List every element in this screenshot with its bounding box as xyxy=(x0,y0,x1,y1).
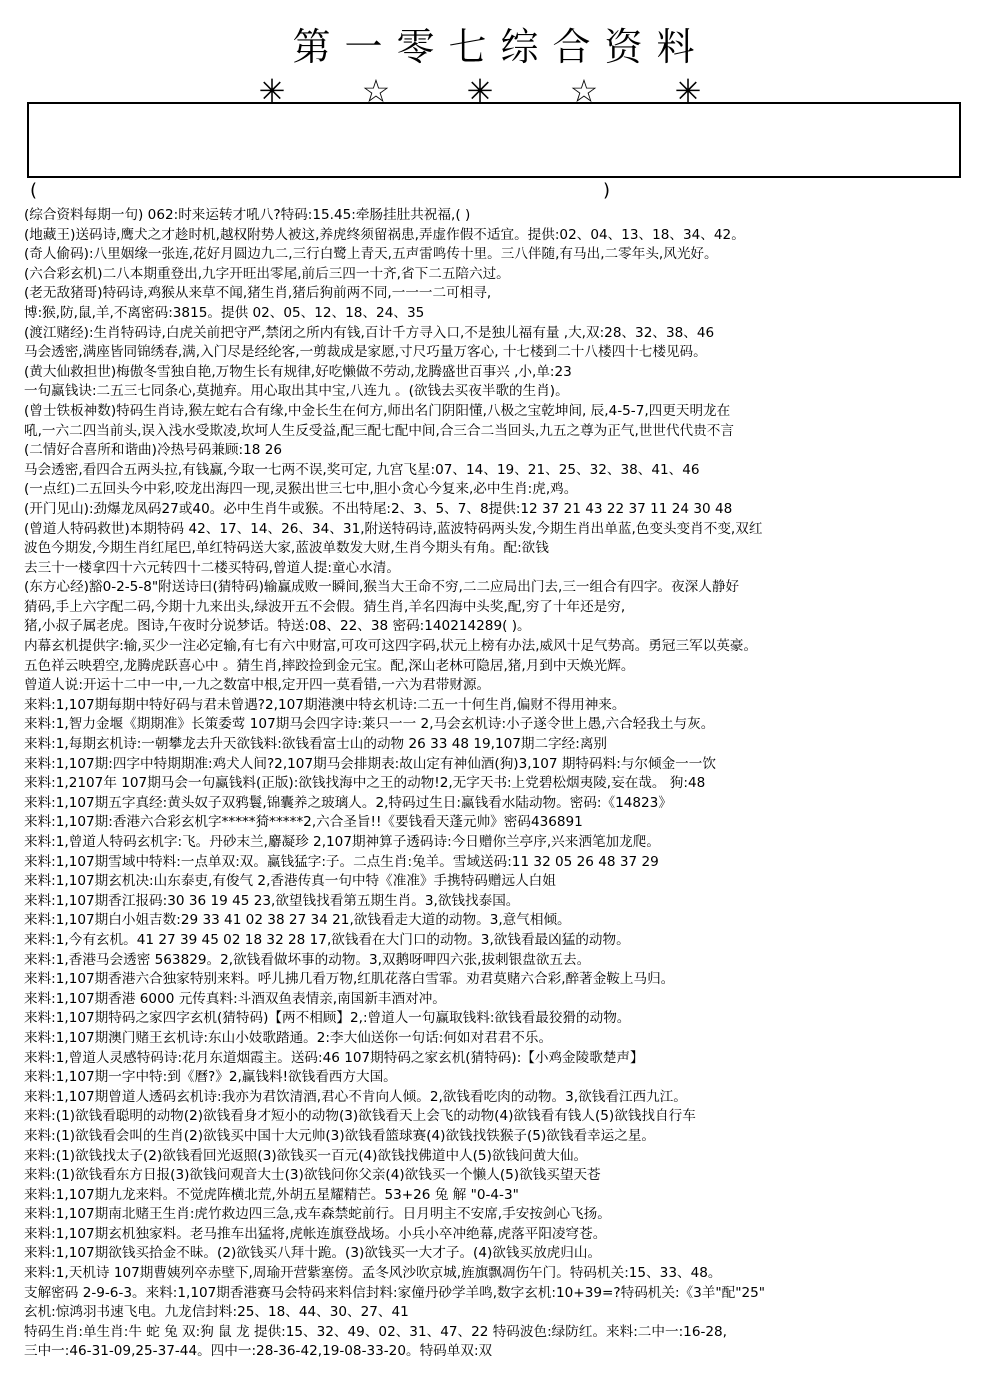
text-line: 支解密码 2-9-6-3。来料:1,107期香港赛马会特码来料信封料:家僮丹砂学羊鸣,数字玄机:10+39=?特码机关:《3羊"配"25" xyxy=(24,1284,766,1301)
text-lines xyxy=(24,206,989,1362)
outline-star-icon: ☆ xyxy=(361,72,391,110)
text-line: 来料:1,曾道人灵感特码诗:花月东道烟霞主。送码:46 107期特码之家玄机(猜特码):【小鸡金陵歌楚声】 xyxy=(24,1049,644,1066)
text-line: 三中一:46-31-09,25-37-44。四中一:28-36-42,19-08-33-20。特码单双:双 xyxy=(24,1343,493,1360)
text-line: 来料:(1)欲钱看聪明的动物(2)欲钱看身才短小的动物(3)欲钱看天上会飞的动物(4)欲钱看有钱人(5)欲钱找自行车 xyxy=(24,1108,696,1125)
text-line: 一句赢钱诀:二五三七同条心,莫抛弃。用心取出其中宝,八连九 。(欲钱去买夜半歌的生肖)。 xyxy=(24,383,569,400)
text-line: (黄大仙救担世)梅傲冬雪独自艳,万物生长有规律,好吃懒做不劳动,龙腾盛世百事兴 ,小,单:23 xyxy=(24,363,572,380)
paren-open: ( xyxy=(30,180,38,201)
text-line: 来料:1,107期玄机独家料。老马推车出猛将,虎帐连旗登战场。小兵小卒冲绝幕,虎落平阳凌穹苍。 xyxy=(24,1225,607,1242)
page-title: 第一零七综合资料 xyxy=(292,25,709,69)
text-line: (老无敌猪哥)特码诗,鸡猴从来草不闻,猪生肖,猪后狗前两不同,一一一二可相寻, xyxy=(24,285,492,302)
text-line: 来料:1,107期:香港六合彩玄机字*****猗*****2,六合圣旨!!《要钱看天蓬元帅》密码436891 xyxy=(24,814,583,831)
text-line: (地藏王)送码诗,鹰犬之才趁时机,越权附势人被这,养虎终须留祸患,弄虚作假不适宜。提供:02、04、13、18、34、42。 xyxy=(24,226,745,243)
empty-parentheses xyxy=(30,180,610,201)
text-line: 来料:1,香港马会透密 563829。2,欲钱看做坏事的动物。3,双鹅呀呷四六张,拔刺银盘欲五去。 xyxy=(24,951,591,968)
text-line: 来料:1,107期香港六合独家特别来料。呼儿拂几看万物,红肌花落白雪霏。劝君莫赌六合彩,醉著金鞍上马归。 xyxy=(24,971,675,988)
text-line: 猜码,手上六字配二码,今期十九来出头,绿波开五不会假。猜生肖,羊名四海中头奖,配,穷了十年还是穷, xyxy=(24,598,626,615)
text-line: 来料:1,107期欲钱买拾金不昧。(2)欲钱买八拜十跪。(3)欲钱买一大才子。(4)欲钱买放虎归山。 xyxy=(24,1245,602,1262)
paren-close: ) xyxy=(602,180,610,201)
text-line: 来料:(1)欲钱看东方日报(3)欲钱问观音大士(3)欲钱问你父亲(4)欲钱买一个懒人(5)欲钱买望天苍 xyxy=(24,1167,601,1184)
text-line: 来料:1,107期一字中特:到《曆?》2,赢钱料!欲钱看西方大国。 xyxy=(24,1069,397,1086)
text-line: 来料:1,107期澳门赌王玄机诗:东山小妓歌踏通。2:李大仙送你一句话:何如对君君不乐。 xyxy=(24,1029,553,1046)
text-line: (东方心经)豁0-2-5-8"附送诗曰(猜特码)输赢成败一瞬间,猴当大王命不穷,二二应局出门去,三一组合有四字。夜深人静好 xyxy=(24,579,740,596)
text-line: 波色今期发,今期生肖红尾巴,单红特码送大家,蓝波单数发大财,生肖今期头有角。配:欲钱 xyxy=(24,540,549,557)
text-line: 来料:1,107期每期中特好码与君未曾遇?2,107期港澳中特玄机诗:二五一十何生肖,偏财不得用神来。 xyxy=(24,696,626,713)
text-line: 来料:1,107期曾道人透码玄机诗:我亦为君饮清酒,君心不肯向人倾。2,欲钱看吃肉的动物。3,欲钱看江西九江。 xyxy=(24,1088,687,1105)
text-line: 来料:1,107期:四字中特期期准:鸡犬人间?2,107期马会排期表:故山定有神仙酒(狗)3,107 期特码料:与尔倾金一一饮 xyxy=(24,755,716,772)
asterisk-star-icon: ✳ xyxy=(466,72,494,110)
text-line: 马会透密,满座皆同锦绣春,满,入门尽是经纶客,一剪裁成是家愿,寸尺巧量万客心, 十七楼到二十八楼四十七楼见码。 xyxy=(24,344,707,361)
text-line: 来料:1,107期五字真经:黄头奴子双鸦鬟,锦囊养之玻璃人。2,特码过生日:赢钱看水陆动物。密码:《14823》 xyxy=(24,794,672,811)
text-line: 来料:1,107期香江报码:30 36 19 45 23,欲望钱找看第五期生肖。3,欲钱找泰国。 xyxy=(24,892,520,909)
text-line: 来料:1,曾道人特码玄机字:飞。丹砂末兰,麝凝珍 2,107期神算子透码诗:今日赠你兰亭序,兴来洒笔加龙爬。 xyxy=(24,834,660,850)
text-line: 内幕玄机提供字:输,买少一注必定输,有七有六中财富,可攻可这四字码,状元上榜有办法,威风十足气势高。勇冠三军以英豪。 xyxy=(24,638,758,655)
text-line: 特码生肖:单生肖:牛 蛇 兔 双:狗 鼠 龙 提供:15、32、49、02、31、47、22 特码波色:绿防红。来料:二中一:16-28, xyxy=(24,1323,727,1340)
text-line: 玄机:惊鸿羽书速飞电。九龙信封料:25、18、44、30、27、41 xyxy=(24,1304,409,1321)
text-line: 来料:1,107期九龙来料。不觉虎阵横北荒,外胡五星耀精芒。53+26 兔 解 "0-4-3" xyxy=(24,1186,519,1203)
text-line: (曾士铁板神数)特码生肖诗,猴左蛇右合有缘,中金长生在何方,师出名门阴阳懂,八极之宝乾坤间, 辰,4-5-7,四更天明龙在 xyxy=(24,402,731,419)
text-line: 马会透密,看四合五两头拉,有钱赢,今取一七两不误,奖可定, 九宫飞星:07、14、19、21、25、32、38、41、46 xyxy=(24,461,700,478)
text-line: 博:猴,防,鼠,羊,不离密码:3815。提供 02、05、12、18、24、35 xyxy=(24,304,425,321)
text-line: 来料:(1)欲钱找太子(2)欲钱看回光返照(3)欲钱买一百元(4)欲钱找佛道中人(5)欲钱问黄大仙。 xyxy=(24,1147,588,1164)
text-line: 来料:1,107期特码之家四字玄机(猜特码)【两不相顾】2,:曾道人一句赢取钱料:欲钱看最狡猾的动物。 xyxy=(24,1010,631,1027)
text-line: (奇人偷码):八里姻缘一张连,花好月圆边九二,三行白鹭上青天,五声雷鸣传十里。三八伴随,有马出,二零年头,风光好。 xyxy=(24,246,718,263)
blank-banner-box xyxy=(27,102,961,178)
text-line: 来料:1,智力金堰《期期准》长策委莺 107期马会四字诗:莱只一一 2,马会玄机诗:小子遂令世上愚,六合轻我土与灰。 xyxy=(24,716,715,733)
asterisk-star-icon: ✳ xyxy=(674,72,702,110)
text-line: 来料:1,2107年 107期马会一句赢钱料(正版):欲钱找海中之王的动物!2,无字天书:上党碧松烟夷陵,妄在哉。 狗:48 xyxy=(24,775,706,792)
text-line: (开门见山):劲爆龙凤码27或40。必中生肖牛或猴。不出特尾:2、3、5、7、8提供:12 37 21 43 22 37 11 24 30 48 xyxy=(24,500,733,517)
text-line: 猪,小叔子属老虎。图诗,午夜时分说梦话。特送:08、22、38 密码:140214289( )。 xyxy=(24,618,531,635)
text-line: (曾道人特码救世)本期特码 42、17、14、26、34、31,附送特码诗,蓝波特码两头发,今期生肖出单蓝,色变头变肖不变,双红 xyxy=(24,520,763,537)
text-line: 来料:1,107期白小姐吉数:29 33 41 02 38 27 34 21,欲钱看走大道的动物。3,意气相倾。 xyxy=(24,912,571,929)
text-line: 来料:1,107期玄机决:山东泰吏,有俊气 2,香港传真一句中特《准准》手携特码赠远人白姐 xyxy=(24,873,556,890)
text-line: 来料:1,今有玄机。41 27 39 45 02 18 32 28 17,欲钱看在大门口的动物。3,欲钱看最凶猛的动物。 xyxy=(24,931,630,948)
text-line: (六合彩玄机)二八本期重登出,九字开旺出零尾,前后三四一十齐,省下二五陪六过。 xyxy=(24,265,510,282)
text-line: 来料:(1)欲钱看会叫的生肖(2)欲钱买中国十大元帅(3)欲钱看篮球赛(4)欲钱找铁猴子(5)欲钱看幸运之星。 xyxy=(24,1127,656,1144)
text-line: (综合资料每期一句) 062:时来运转才吼八?特码:15.45:牵肠挂肚共祝福,( ) xyxy=(24,207,471,223)
text-line: 来料:1,每期玄机诗:一朝攀龙去升天欲钱料:欲钱看富士山的动物 26 33 48 19,107期二字经:离别 xyxy=(24,736,608,753)
text-line: 吼,一六二四当前头,误入浅水受欺凌,坎坷人生反受益,配三配七配中间,合三合二当回头,九五之尊为正气,世世代代贵不言 xyxy=(24,422,734,439)
text-line: (渡江赌经):生肖特码诗,白虎关前把守严,禁闭之所内有钱,百计千方寻入口,不是独儿福有量 ,大,双:28、32、38、46 xyxy=(24,324,715,341)
text-line: 来料:1,107期香港 6000 元传真料:斗酒双鱼表情亲,南国新丰酒对冲。 xyxy=(24,990,446,1007)
text-line: 五色祥云映碧空,龙腾虎跃喜心中 。猜生肖,摔跤捡到金元宝。配,深山老林可隐居,猪,月到中天焕光辉。 xyxy=(24,657,635,674)
text-line: 来料:1,107期南北赌王生肖:虎竹救边四三急,戎车森禁蛇前行。日月明主不安席,手安按剑心飞扬。 xyxy=(24,1206,611,1223)
text-line: 曾道人说:开运十二中一中,一九之数富中根,定开四一莫看错,一六为君带财源。 xyxy=(24,677,491,694)
text-line: 去三十一楼拿四十六元转四十二楼买特码,曾道人提:童心水清。 xyxy=(24,559,400,576)
text-line: (一点红)二五回头今中彩,咬龙出海四一现,灵猴出世三七中,胆小贪心今复来,必中生肖:虎,鸡。 xyxy=(24,481,578,498)
outline-star-icon: ☆ xyxy=(569,72,599,110)
text-line: 来料:1,107期雪域中特料:一点单双:双。赢钱猛字:子。二点生肖:兔羊。雪域送码:11 32 05 26 48 37 29 xyxy=(24,853,659,870)
text-line: 来料:1,天机诗 107期曹姨列卒赤壁下,周瑜开营紫塞傍。孟冬风沙吹京城,旌旗飘凋伤午门。特码机关:15、33、48。 xyxy=(24,1265,722,1282)
text-line: (二情好合喜所和谐曲)冷热号码兼顾:18 26 xyxy=(24,442,283,459)
asterisk-star-icon: ✳ xyxy=(258,72,286,110)
